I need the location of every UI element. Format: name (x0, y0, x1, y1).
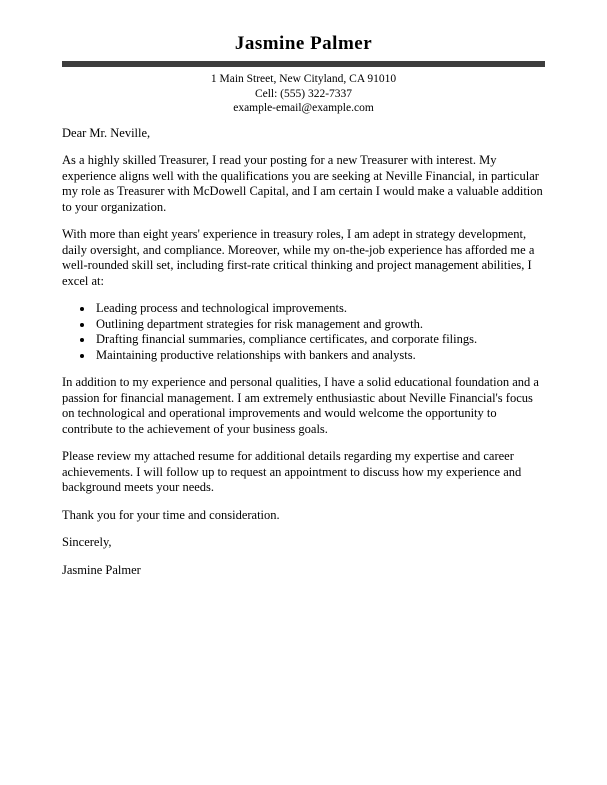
contact-phone: Cell: (555) 322-7337 (254, 87, 353, 100)
signature-name: Jasmine Palmer (62, 562, 141, 577)
contact-address: 1 Main Street, New Cityland, CA 91010 (210, 73, 397, 85)
header-double-rule (62, 61, 545, 67)
salutation: Dear Mr. Neville, (62, 125, 151, 140)
paragraph-follow-up: Please review my attached resume for additional details regarding my expertise and career achievements. I will follow up to request an appointment to discuss how my experience and background meets your needs. (62, 449, 522, 494)
paragraph-education: In addition to my experience and personal qualities, I have a solid educational foundation and a passion for financial management. I am extremely enthusiastic about Neville Financial's focus on technological and operational improvements and would welcome the opportunity to contribute to the achievement of your business goals. (62, 375, 539, 436)
bullet-item: • Leading process and technological improvements. (94, 301, 545, 317)
paragraph-intro: As a highly skilled Treasurer, I read your posting for a new Treasurer with interest. My experience aligns well with the qualifications you are seeking at Neville Financial, in particular my role as Treasurer with McDowell Capital, and I am certain I would make a valuable addition to your organization. (62, 153, 543, 214)
bullet-item: • Outlining department strategies for risk management and growth. (94, 317, 545, 333)
applicant-name-heading: Jasmine Palmer (234, 33, 373, 54)
signoff: Sincerely, (62, 535, 112, 549)
paragraph-experience: With more than eight years' experience in treasury roles, I am adept in strategy development, daily oversight, and compliance. Moreover, while my on-the-job experience has afforded me a well-rounded skill set, including first-rate critical thinking and project management abilities, I excel at: (62, 227, 535, 288)
contact-email: example-email@example.com (233, 102, 374, 114)
paragraph-thanks: Thank you for your time and consideration. (62, 507, 280, 522)
skill-bullet-list (62, 301, 545, 363)
bullet-item: • Drafting financial summaries, compliance certificates, and corporate filings. (94, 332, 545, 348)
letter-body (62, 126, 545, 579)
contact-info (62, 72, 545, 116)
bullet-item: • Maintaining productive relationships with bankers and analysts. (94, 348, 545, 364)
